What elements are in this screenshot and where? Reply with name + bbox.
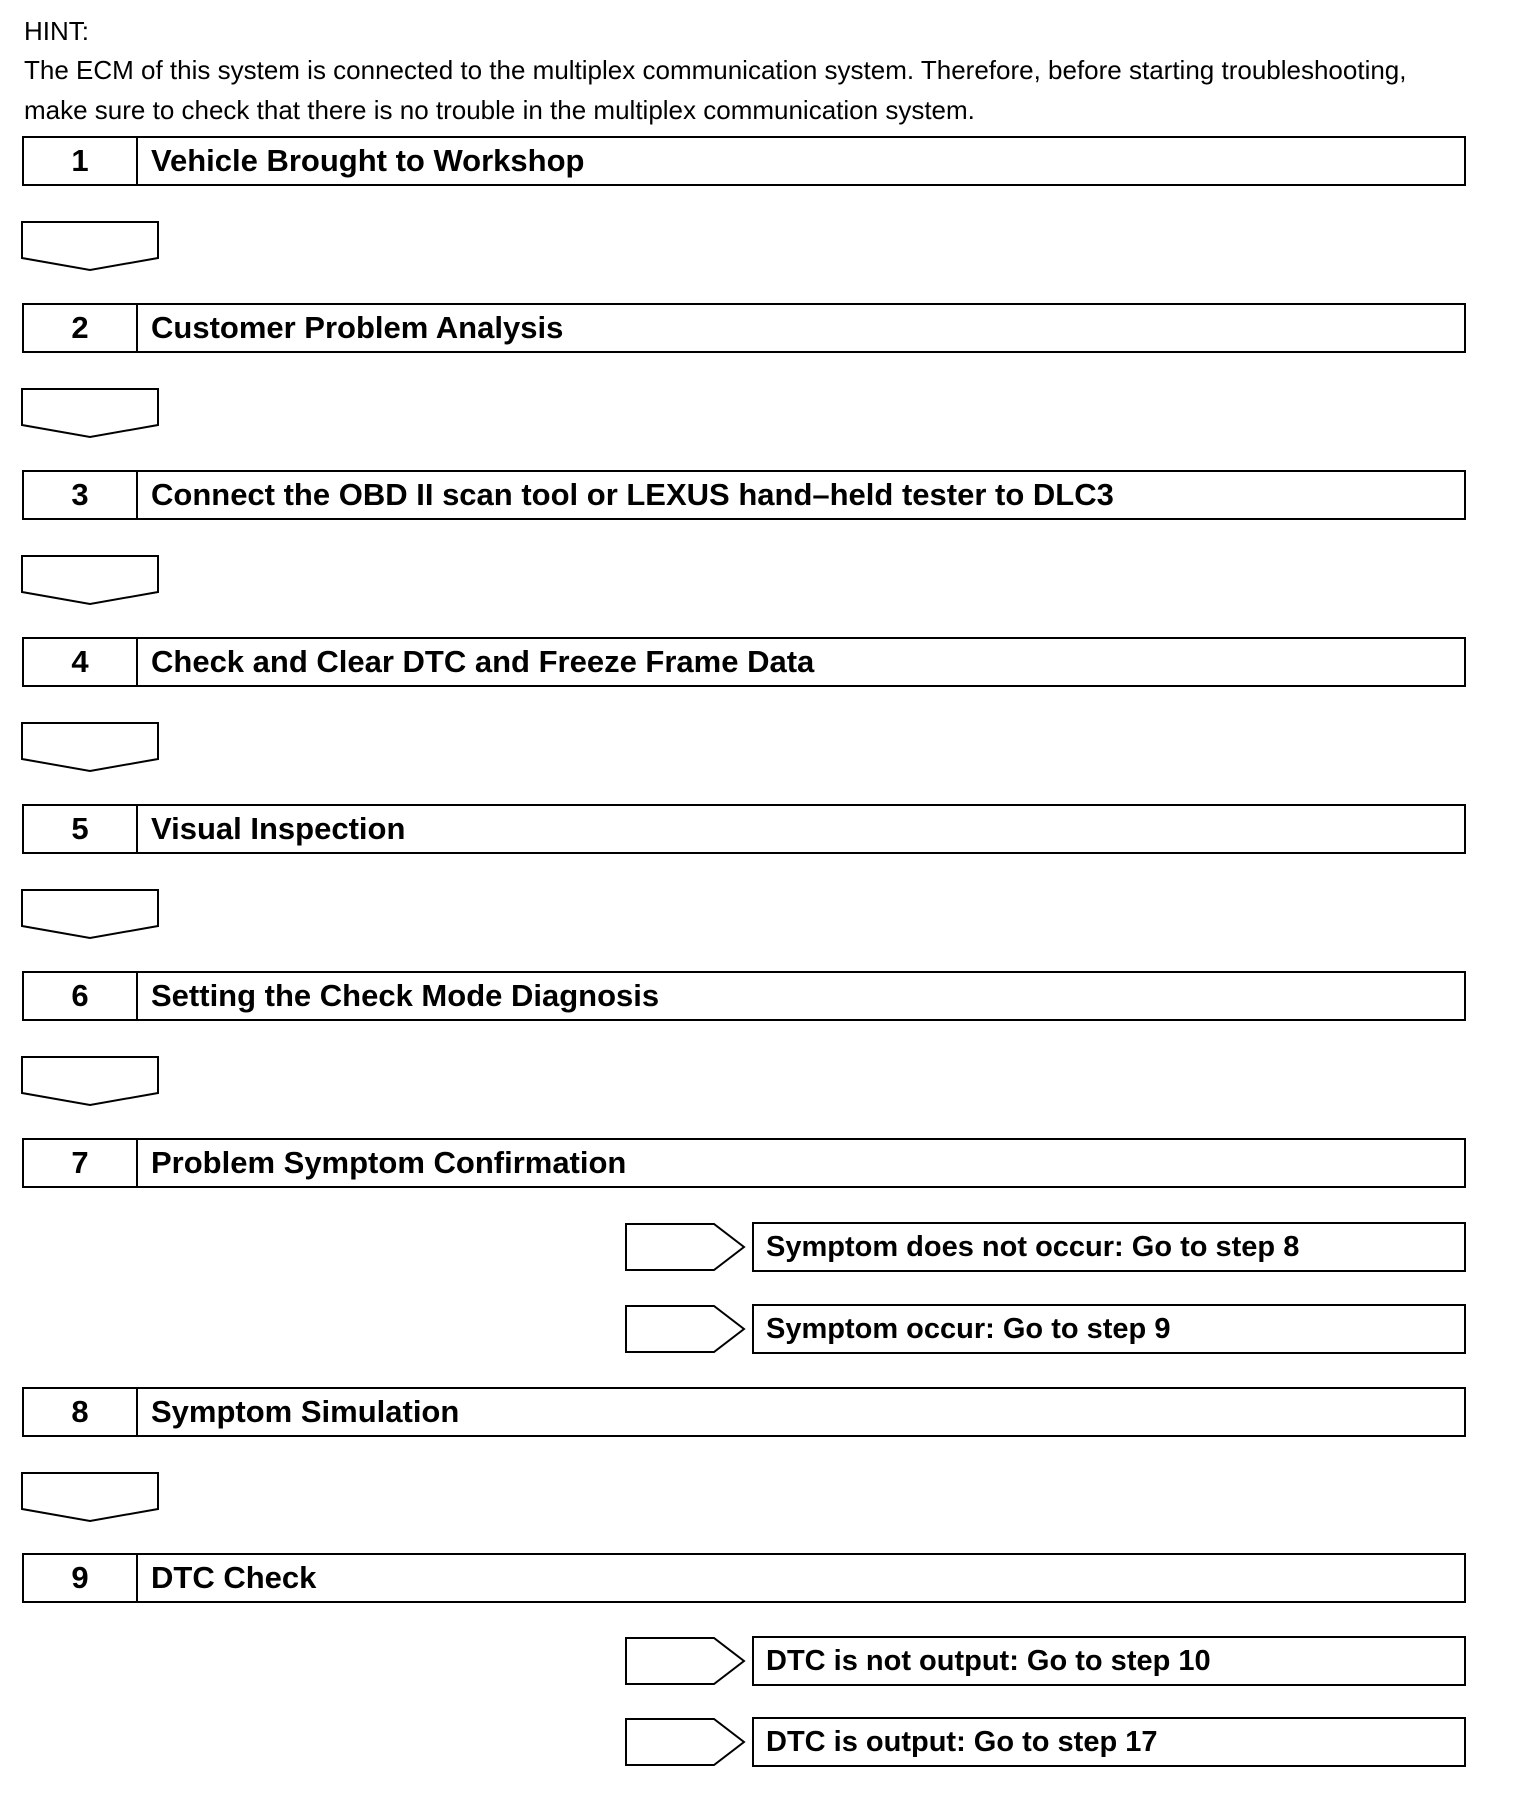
right-arrow-icon	[624, 1717, 746, 1767]
step-title: DTC Check	[151, 1560, 317, 1595]
step-7-box	[22, 1138, 1466, 1188]
step-title: Vehicle Brought to Workshop	[151, 143, 585, 178]
step-number: 2	[24, 305, 138, 351]
step-title: Problem Symptom Confirmation	[151, 1145, 627, 1180]
step-number: 7	[24, 1140, 138, 1186]
branch-step9-dtc-not-output	[624, 1636, 1468, 1686]
down-arrow-icon	[20, 1471, 160, 1523]
step-title: Connect the OBD II scan tool or LEXUS hand–held tester to DLC3	[151, 477, 1114, 512]
branch-label: DTC is not output: Go to step 10	[752, 1636, 1466, 1686]
step-number: 9	[24, 1555, 138, 1601]
step-number: 8	[24, 1389, 138, 1435]
down-arrow-icon	[20, 721, 160, 773]
step-number: 4	[24, 639, 138, 685]
down-arrow-icon	[20, 220, 160, 272]
branch-step7-symptom-occur	[624, 1304, 1468, 1354]
step-2-box	[22, 303, 1466, 353]
step-title: Customer Problem Analysis	[151, 310, 564, 345]
down-arrow-icon	[20, 1055, 160, 1107]
branch-step7-symptom-not-occur	[624, 1222, 1468, 1272]
down-arrow-icon	[20, 888, 160, 940]
hint-text: The ECM of this system is connected to the multiplex communication system. Therefore, before starting troubleshooting, make sure to check that there is no trouble in the multiplex communication system.	[24, 55, 1407, 125]
step-number: 3	[24, 472, 138, 518]
step-1-box	[22, 136, 1466, 186]
right-arrow-icon	[624, 1222, 746, 1272]
step-number: 1	[24, 138, 138, 184]
step-6-box	[22, 971, 1466, 1021]
step-3-box	[22, 470, 1466, 520]
step-number: 5	[24, 806, 138, 852]
right-arrow-icon	[624, 1636, 746, 1686]
right-arrow-icon	[624, 1304, 746, 1354]
down-arrow-icon	[20, 554, 160, 606]
step-title: Visual Inspection	[151, 811, 406, 846]
branch-step9-dtc-output	[624, 1717, 1468, 1767]
step-title: Check and Clear DTC and Freeze Frame Data	[151, 644, 815, 679]
down-arrow-icon	[20, 387, 160, 439]
step-4-box	[22, 637, 1466, 687]
step-title: Symptom Simulation	[151, 1394, 460, 1429]
branch-label: Symptom does not occur: Go to step 8	[752, 1222, 1466, 1272]
step-8-box	[22, 1387, 1466, 1437]
step-title: Setting the Check Mode Diagnosis	[151, 978, 660, 1013]
hint-label: HINT:	[24, 16, 89, 46]
step-number: 6	[24, 973, 138, 1019]
step-5-box	[22, 804, 1466, 854]
branch-label: DTC is output: Go to step 17	[752, 1717, 1466, 1767]
branch-label: Symptom occur: Go to step 9	[752, 1304, 1466, 1354]
step-9-box	[22, 1553, 1466, 1603]
